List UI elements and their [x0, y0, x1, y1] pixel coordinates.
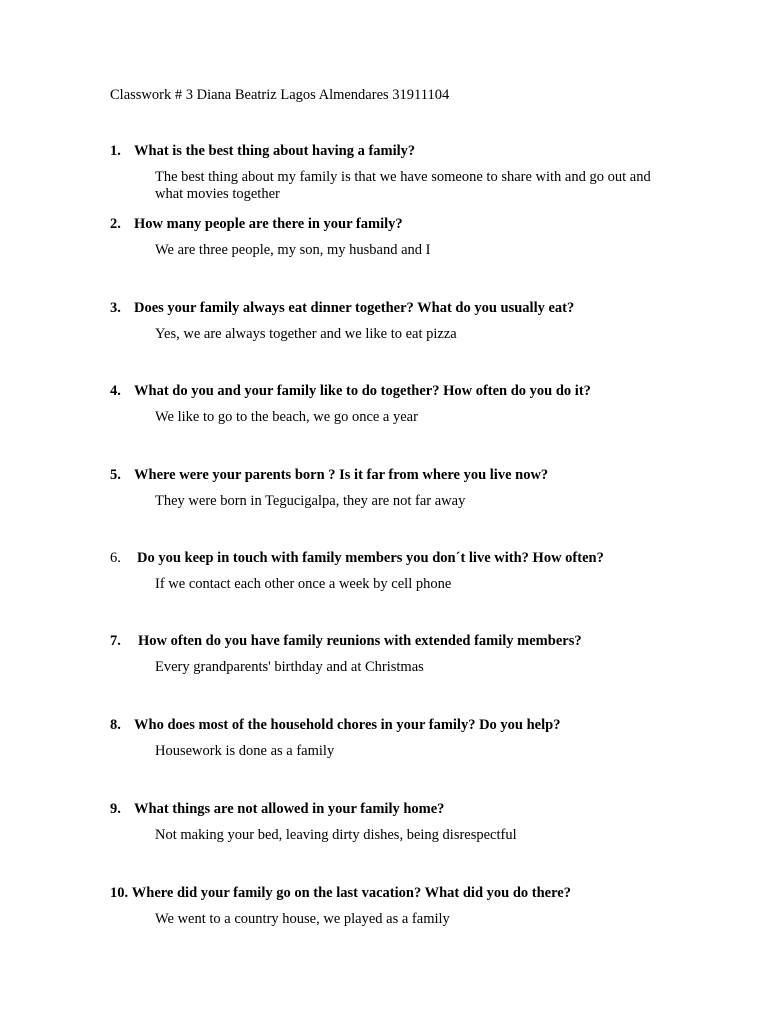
answer-text: The best thing about my family is that we have someone to share with and go out and what movies together [155, 169, 651, 202]
answer-text: We went to a country house, we played as a family [155, 911, 450, 927]
question-number: 7. [110, 633, 121, 649]
question-text: Do you keep in touch with family members you don´t live with? How often? [137, 550, 604, 566]
answer-text: Not making your bed, leaving dirty dishes, being disrespectful [155, 827, 517, 843]
question-number: 4. [110, 383, 121, 399]
question-line [110, 300, 730, 317]
question-block-4 [110, 383, 730, 426]
question-line [110, 216, 730, 233]
question-line [110, 550, 730, 567]
question-block-9 [110, 801, 730, 844]
question-text: How often do you have family reunions with extended family members? [138, 633, 582, 649]
question-block-6 [110, 550, 730, 593]
question-line [110, 717, 730, 734]
question-text: Where did your family go on the last vacation? What did you do there? [131, 885, 571, 901]
question-block-7 [110, 633, 730, 676]
question-block-1 [110, 143, 730, 203]
document-header: Classwork # 3 Diana Beatriz Lagos Almendares 31911104 [110, 87, 450, 103]
answer-text: Every grandparents' birthday and at Christmas [155, 659, 424, 675]
question-text: Who does most of the household chores in your family? Do you help? [134, 717, 561, 733]
question-block-5 [110, 467, 730, 510]
question-number: 9. [110, 801, 121, 817]
answer-text: We are three people, my son, my husband and I [155, 242, 431, 258]
question-line [110, 143, 730, 160]
question-number: 5. [110, 467, 121, 483]
question-text: What do you and your family like to do together? How often do you do it? [134, 383, 591, 399]
question-text: What things are not allowed in your family home? [134, 801, 445, 817]
question-text: Does your family always eat dinner together? What do you usually eat? [134, 300, 575, 316]
answer-text: They were born in Tegucigalpa, they are not far away [155, 493, 466, 509]
question-number: 8. [110, 717, 121, 733]
question-block-10 [110, 885, 730, 928]
question-block-3 [110, 300, 730, 343]
answer-text: We like to go to the beach, we go once a year [155, 409, 418, 425]
question-line [110, 801, 730, 818]
question-block-2 [110, 216, 730, 259]
question-text: What is the best thing about having a family? [134, 143, 416, 159]
question-line [110, 633, 730, 650]
question-number: 10. [110, 885, 129, 901]
answer-text: If we contact each other once a week by cell phone [155, 576, 452, 592]
question-number: 2. [110, 216, 121, 232]
question-text: Where were your parents born ? Is it far from where you live now? [134, 467, 549, 483]
question-number: 3. [110, 300, 121, 316]
question-block-8 [110, 717, 730, 760]
answer-text: Yes, we are always together and we like to eat pizza [155, 326, 457, 342]
question-number: 6. [110, 550, 121, 566]
answer-text: Housework is done as a family [155, 743, 335, 759]
question-line [110, 467, 730, 484]
question-line [110, 885, 730, 902]
question-text: How many people are there in your family? [134, 216, 403, 232]
question-line [110, 383, 730, 400]
question-number: 1. [110, 143, 121, 159]
